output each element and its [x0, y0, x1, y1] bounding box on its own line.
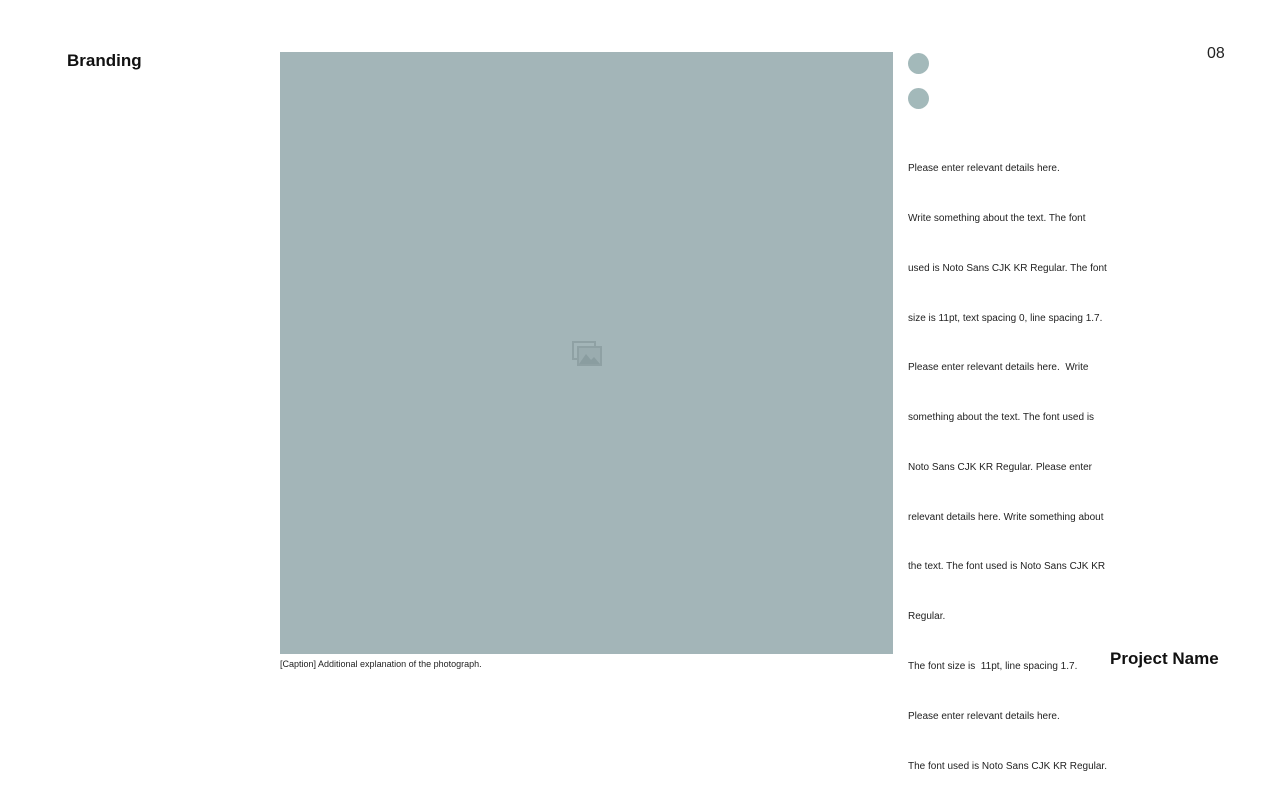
body-line: Please enter relevant details here.	[908, 710, 1060, 722]
photo-placeholder[interactable]	[280, 52, 893, 654]
accent-dot	[908, 53, 929, 74]
image-placeholder-icon	[572, 341, 602, 366]
page-number: 08	[1207, 45, 1225, 62]
project-name: Project Name	[1110, 649, 1219, 668]
photo-caption: [Caption] Additional explanation of the photograph.	[280, 659, 482, 669]
body-line: something about the text. The font used is	[908, 412, 1095, 424]
body-line: Please enter relevant details here.	[908, 163, 1060, 175]
body-line: Noto Sans CJK KR Regular. Please enter	[908, 461, 1092, 473]
body-line: relevant details here. Write something about	[908, 511, 1104, 523]
body-line: The font used is Noto Sans CJK KR Regular.	[908, 760, 1107, 772]
section-title: Branding	[67, 51, 142, 70]
accent-dot	[908, 88, 929, 109]
body-line: used is Noto Sans CJK KR Regular. The font	[908, 262, 1107, 274]
body-line: Regular.	[908, 611, 946, 623]
body-line: Please enter relevant details here. Write	[908, 362, 1089, 374]
body-line: size is 11pt, text spacing 0, line spacing 1.7.	[908, 312, 1103, 324]
body-line: Write something about the text. The font	[908, 212, 1086, 224]
body-line: the text. The font used is Noto Sans CJK KR	[908, 561, 1106, 573]
body-text	[908, 128, 1107, 792]
body-line: The font size is 11pt, line spacing 1.7.	[908, 661, 1078, 672]
